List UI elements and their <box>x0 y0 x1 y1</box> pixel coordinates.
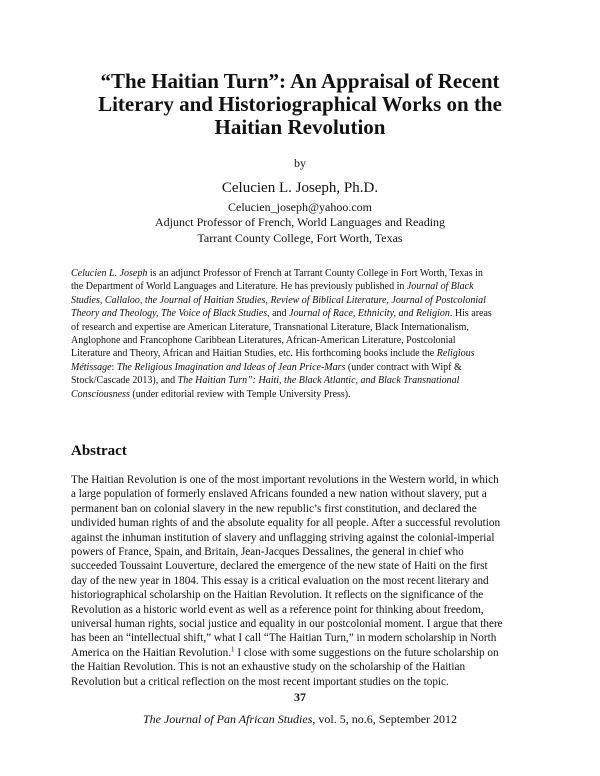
abstract-heading: Abstract <box>71 443 127 459</box>
bio-line <box>71 374 533 387</box>
bio-text: . His areas <box>449 308 492 320</box>
title-line: “The Haitian Turn”: An Appraisal of Recent <box>100 69 500 93</box>
title-line: Haitian Revolution <box>214 115 386 139</box>
journal-footer <box>0 712 600 727</box>
abstract-line: has been an “intellectual shift,” what I call “The Haitian Turn,” in modern scholarship in North <box>71 632 497 645</box>
abstract-line: a large population of formerly enslaved Africans founded a new nation without slavery, put a <box>71 488 487 501</box>
abstract-text: I close with some suggestions on the future scholarship on <box>234 646 499 659</box>
abstract-line: historiographical scholarship on the Haitian Revolution. It reflects on the significance of the <box>71 589 484 602</box>
bio-text: Literature and Theory, African and Haitian Studies, etc. His forthcoming books include the <box>71 348 437 360</box>
footer-issue: , vol. 5, no.6, September 2012 <box>312 712 458 726</box>
bio-line <box>71 280 533 293</box>
abstract-line: day of the new year in 1804. This essay is a critical evaluation on the most recent literary and <box>71 574 489 587</box>
abstract-line <box>71 646 533 660</box>
abstract-line: Revolution as a historic world event as well as a reference point for thinking about freedom, <box>71 603 484 616</box>
author-bio <box>71 267 533 401</box>
bio-line <box>71 267 533 280</box>
footer-journal-name: The Journal of Pan African Studies <box>142 712 313 726</box>
bio-text: Stock/Cascade 2013), and <box>71 375 178 387</box>
bio-journal: Studies, Callaloo, the Journal of Haitian Studies, Review of Biblical Literature, Journal of Postcolonial <box>71 294 486 306</box>
bio-line <box>71 388 533 401</box>
bio-line <box>71 294 533 307</box>
footnote-marker[interactable]: 1 <box>231 645 235 654</box>
abstract-line: powers of France, Spain, and Britain, Jean-Jacques Dessalines, the general in chief who <box>71 546 464 559</box>
bio-book-title: Religious <box>436 348 475 360</box>
bio-text: : <box>111 361 117 373</box>
author-institution: Tarrant County College, Fort Worth, Texas <box>197 231 403 245</box>
author-affiliation: Adjunct Professor of French, World Languages and Reading <box>154 215 446 229</box>
author-name: Celucien L. Joseph, Ph.D. <box>221 180 379 196</box>
abstract-line: undivided human rights of and the absolute equality for all people. After a successful revolution <box>71 517 501 530</box>
bio-text: (under editorial review with Temple University Press). <box>129 388 351 400</box>
bio-text: is an adjunct Professor of French at Tarrant County College in Fort Worth, Texas in <box>147 268 483 279</box>
page-number: 37 <box>294 690 306 704</box>
abstract-text: America on the Haitian Revolution. <box>71 646 232 659</box>
abstract-line: The Haitian Revolution is one of the most important revolutions in the Western world, in which <box>71 474 499 486</box>
bio-line: Anglophone and Francophone Caribbean Literatures, African-American Literature, Postcolonial <box>71 335 456 347</box>
bio-author-name: Celucien L. Joseph <box>71 268 148 279</box>
bio-text: (under contract with Wipf & <box>345 361 462 373</box>
bio-line: of research and expertise are American Literature, Transnational Literature, Black Internationalism, <box>71 321 469 333</box>
abstract-line: Revolution but a critical reflection on the most recent important studies on the topic. <box>71 675 449 688</box>
bio-journal: Journal of Race, Ethnicity, and Religion <box>289 308 450 320</box>
author-email: Celucien_joseph@yahoo.com <box>227 200 373 214</box>
bio-book-title: Métissage <box>71 361 112 373</box>
bio-book-title: The Religious Imagination and Ideas of Jean Price-Mars <box>116 361 346 373</box>
abstract-line: against the inhuman institution of slavery and unflagging striving against the colonial-imperial <box>71 531 495 544</box>
abstract-line: succeeded Toussaint Louverture, declared the emergence of the new state of Haiti on the first <box>71 560 488 573</box>
bio-line <box>71 307 533 320</box>
bio-book-title: Consciousness <box>71 388 130 400</box>
bio-journal: Theory and Theology, The Voice of Black Studies <box>71 308 268 320</box>
bio-journal: Journal of Black <box>406 281 474 293</box>
bio-line <box>71 361 533 374</box>
bio-text: the Department of World Languages and Literature. He has previously published in <box>71 281 407 293</box>
abstract-line: universal human rights, social justice and equality in our postcolonial moment. I argue that there <box>71 618 503 631</box>
title-line: Literary and Historiographical Works on the <box>98 92 502 116</box>
bio-line <box>71 347 533 360</box>
bio-text: , and <box>267 308 290 320</box>
by-line: by <box>294 156 306 170</box>
paper-title <box>60 70 540 139</box>
abstract-line: permanent ban on colonial slavery in the new republic’s first constitution, and declared the <box>71 502 477 515</box>
abstract-body <box>71 473 533 689</box>
abstract-line: the Haitian Revolution. This is not an exhaustive study on the scholarship of the Haitian <box>71 661 466 674</box>
bio-book-title: The Haitian Turn”: Haiti, the Black Atlantic, and Black Transnational <box>177 375 460 387</box>
